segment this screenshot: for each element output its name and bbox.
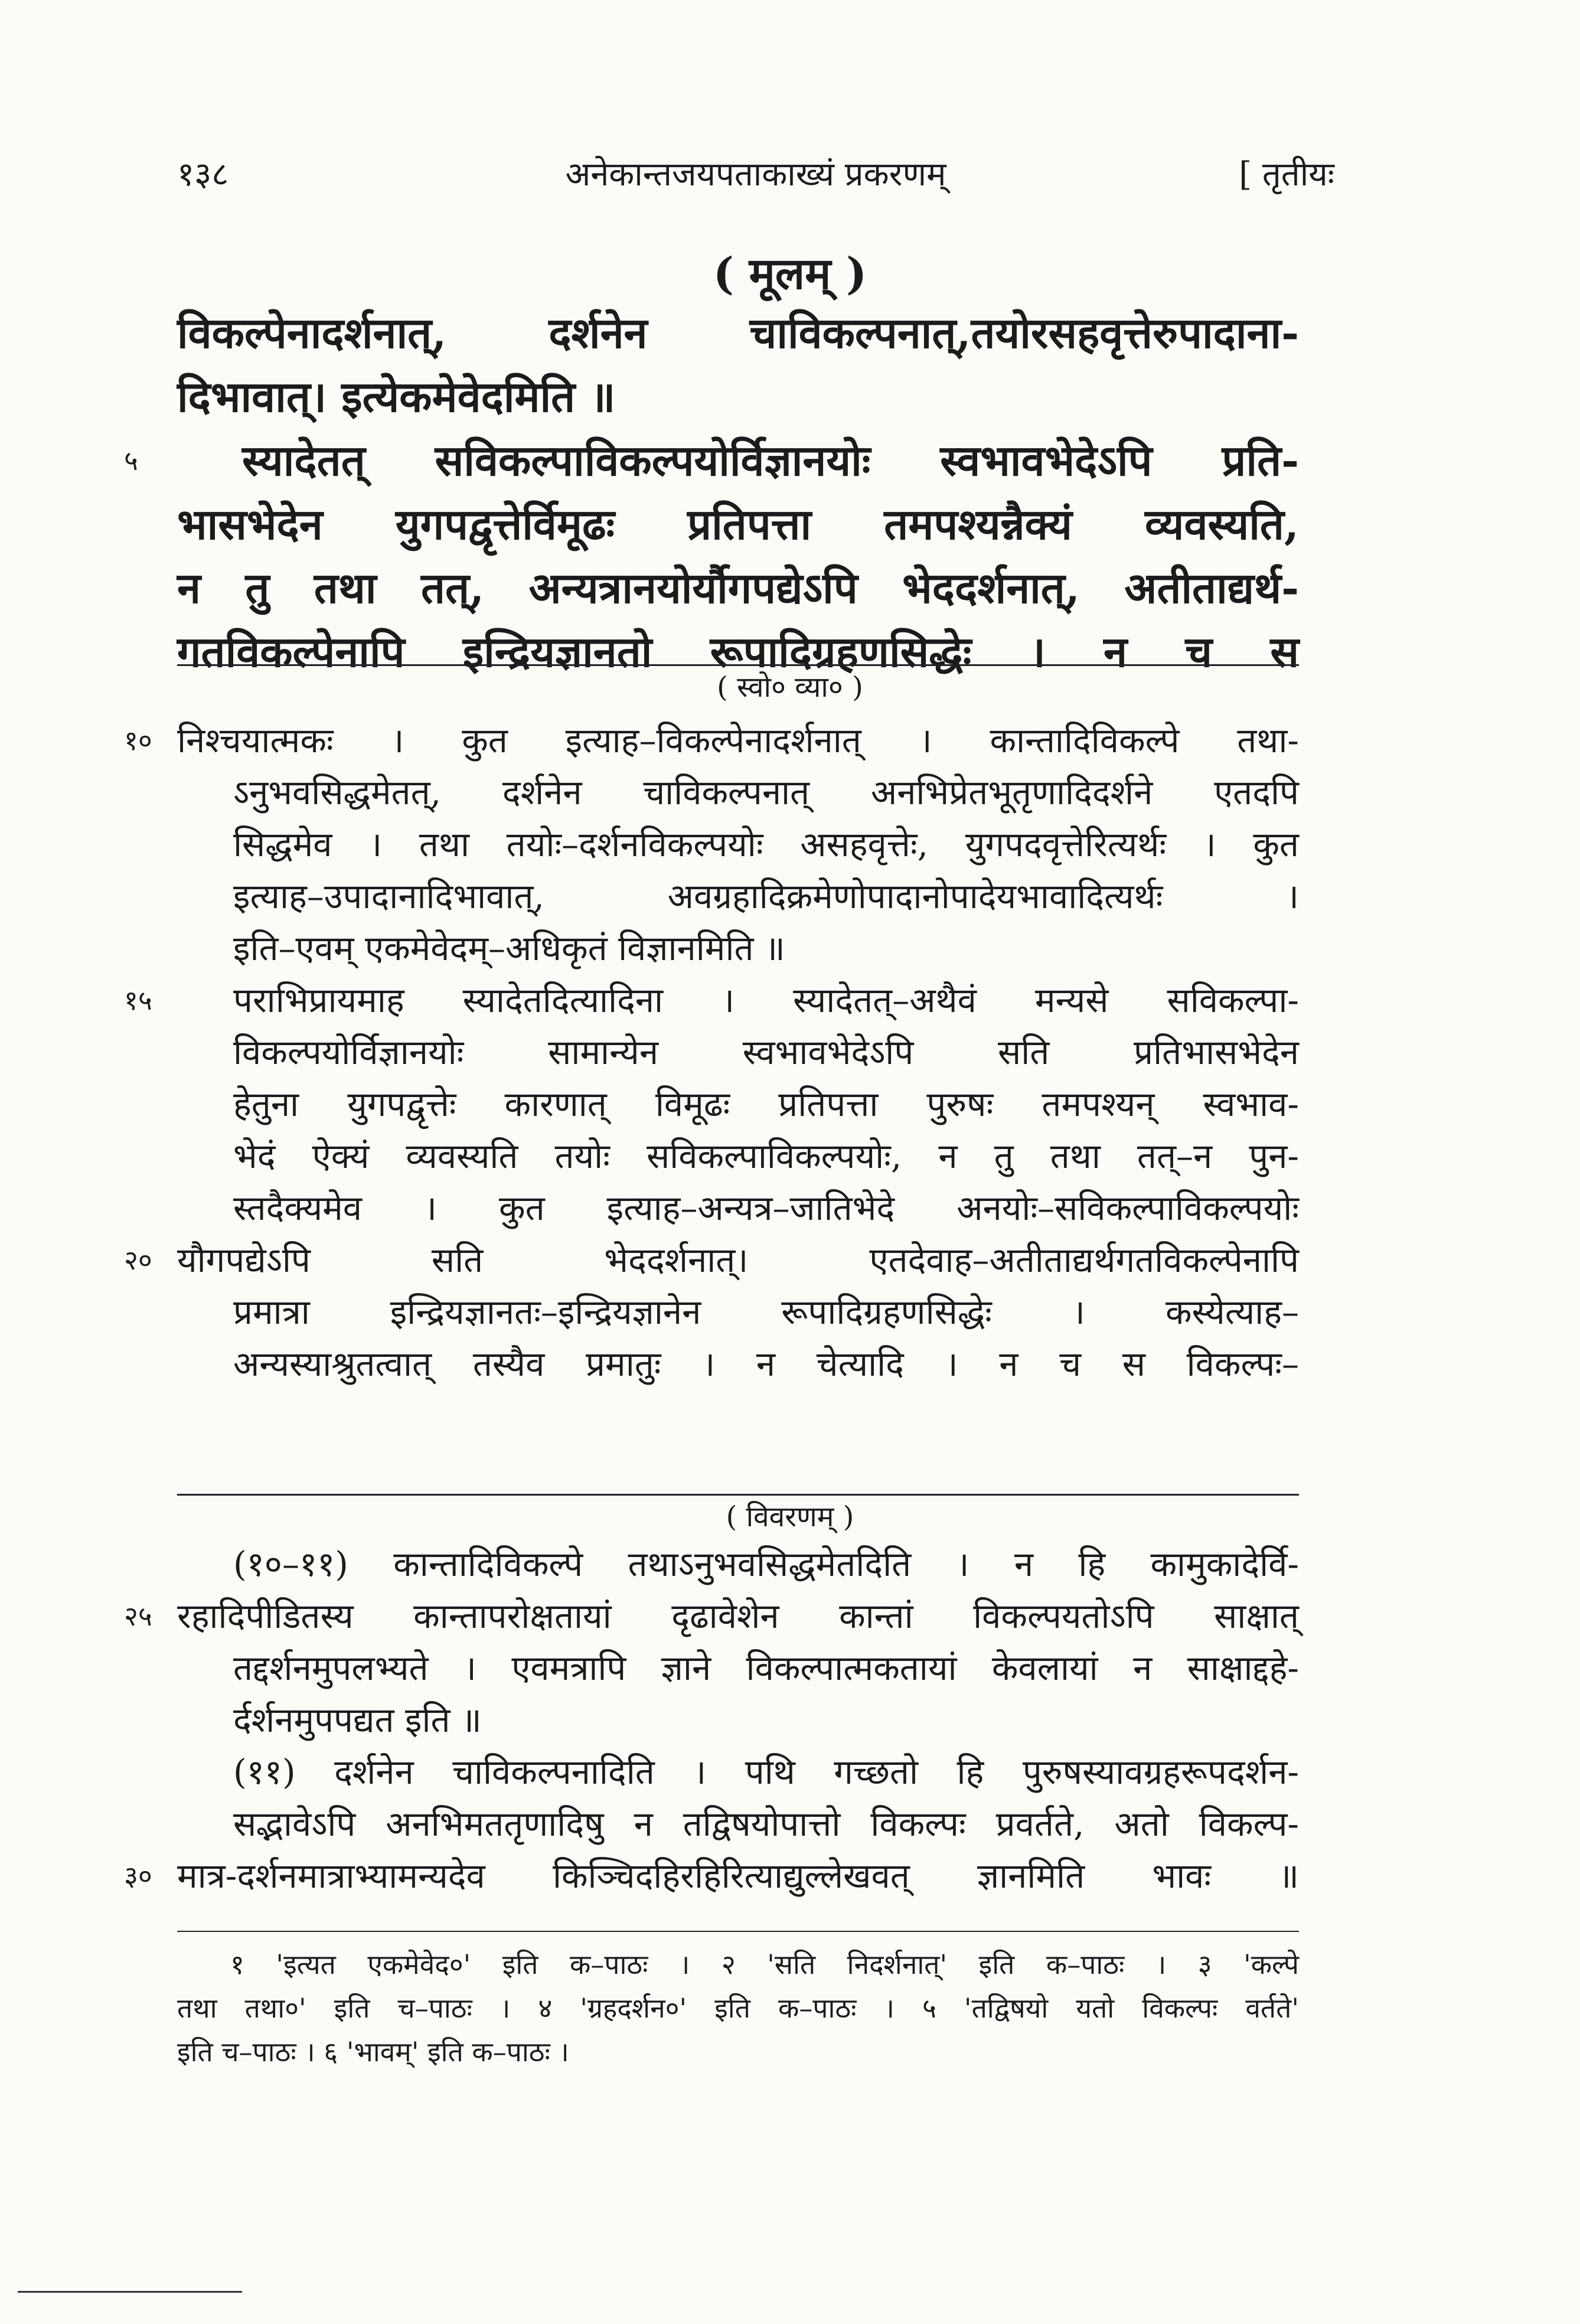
- text-line: हेतुना युगपद्वृत्तेः कारणात् विमूढः प्रतिपत्ता पुरुषः तमपश्यन् स्वभाव-: [233, 1084, 1299, 1124]
- footnotes: [177, 1943, 1299, 2074]
- book-title: अनेकान्तजयपताकाख्यं प्रकरणम्: [565, 155, 946, 194]
- svopajna-heading: ( स्वो० व्या० ): [717, 671, 863, 704]
- text-line: विकल्पयोर्विज्ञानयोः सामान्येन स्वभावभेदेऽपि सति प्रतिभासभेदेन: [233, 1032, 1299, 1072]
- line-number: ५: [124, 445, 138, 476]
- text-line: १० निश्चयात्मकः । कुत इत्याह–विकल्पेनादर्शनात् । कान्तादिविकल्पे तथा-: [177, 714, 1299, 766]
- running-header: [177, 151, 1334, 198]
- text-line: ५ स्यादेतत् सविकल्पाविकल्पयोर्विज्ञानयोः स्वभावभेदेऽपि प्रति-: [177, 429, 1299, 492]
- text-line: ३० मात्र-दर्शनमात्राभ्यामन्यदेव किञ्चिदहिरहिरित्याद्युल्लेखवत् ज्ञानमिति भावः ॥: [177, 1850, 1299, 1902]
- text-line: इत्याह–उपादानादिभावात्, अवग्रहादिक्रमेणोपादानोपादेयभावादित्यर्थः ।: [233, 876, 1299, 916]
- section-divider: [177, 664, 1299, 666]
- text-line: १५ पराभिप्रायमाह स्यादेतदित्यादिना । स्यादेतत्–अथैवं मन्यसे सविकल्पा-: [177, 974, 1299, 1026]
- chapter-label: [ तृतीयः: [1239, 155, 1334, 194]
- vivaranam-commentary: [124, 1538, 1299, 1902]
- line-number: १०: [124, 724, 152, 756]
- text-line: र्दर्शनमुपपद्यत इति ॥: [233, 1700, 482, 1740]
- text-line: तद्दर्शनमुपलभ्यते । एवमत्रापि ज्ञाने विकल्पात्मकतायां केवलायां न साक्षाद्दहे-: [233, 1648, 1299, 1688]
- text-line: इति–एवम् एकमेवेदम्–अधिकृतं विज्ञानमिति ॥: [233, 928, 785, 968]
- text-line: अन्यस्याश्रुतत्वात् तस्यैव प्रमातुः । न चेत्यादि । न च स विकल्पः–: [233, 1344, 1299, 1384]
- line-number: १५: [124, 984, 152, 1016]
- text-line: गतविकल्पेनापि इन्द्रियज्ञानतो रूपादिग्रहणसिद्धेः । न च स: [177, 626, 1299, 677]
- text-line: विकल्पेनादर्शनात्, दर्शनेन चाविकल्पनात्,तयोरसहवृत्तेरुपादाना-: [177, 308, 1299, 358]
- text-line: २० यौगपद्येऽपि सति भेददर्शनात्। एतदेवाह–अतीताद्यर्थगतविकल्पेनापि: [177, 1234, 1299, 1286]
- mulam-text: [124, 301, 1299, 684]
- text-line: भेदं ऐक्यं व्यवस्यति तयोः सविकल्पाविकल्पयोः, न तु तथा तत्–न पुन-: [233, 1136, 1299, 1176]
- text-line: २५ रहादिपीडितस्य कान्तापरोक्षतायां दृढावेशेन कान्तां विकल्पयतोऽपि साक्षात्: [177, 1590, 1299, 1642]
- line-number: २०: [124, 1244, 152, 1276]
- text-line: ऽनुभवसिद्धमेतत्, दर्शनेन चाविकल्पनात् अनभिप्रेतभूतृणादिदर्शने एतदपि: [233, 772, 1299, 812]
- page-number: १३८: [177, 155, 229, 194]
- text-line: न तु तथा तत्, अन्यत्रानयोर्यौगपद्येऽपि भेददर्शनात्, अतीताद्यर्थ-: [177, 563, 1299, 613]
- text-line: भासभेदेन युगपद्वृत्तेर्विमूढः प्रतिपत्ता तमपश्यन्नैक्यं व्यवस्यति,: [177, 499, 1299, 549]
- footnote-line: तथा तथा०' इति च–पाठः । ४ 'ग्रहदर्शन०' इति क–पाठः । ५ 'तद्विषयो यतो विकल्पः वर्तते': [177, 1992, 1299, 2024]
- svopajna-commentary: [124, 714, 1299, 1390]
- section-divider: [177, 1494, 1299, 1496]
- footnote-line: इति च–पाठः । ६ 'भावम्' इति क–पाठः ।: [177, 2036, 569, 2068]
- text-line: सद्भावेऽपि अनभिमततृणादिषु न तद्विषयोपात्तो विकल्पः प्रवर्तते, अतो विकल्प-: [233, 1804, 1299, 1844]
- line-number: ३०: [124, 1860, 152, 1892]
- footnote-line: १ 'इत्यत एकमेवेद०' इति क–पाठः । २ 'सति निदर्शनात्' इति क–पाठः । ३ 'कल्पे: [230, 1948, 1299, 1980]
- line-number: २५: [124, 1600, 152, 1632]
- text-line: प्रमात्रा इन्द्रियज्ञानतः–इन्द्रियज्ञानेन रूपादिग्रहणसिद्धेः । कस्येत्याह–: [233, 1292, 1299, 1332]
- mulam-heading: ( मूलम् ): [713, 249, 867, 299]
- text-line: (१०–११) कान्तादिविकल्पे तथाऽनुभवसिद्धमेतदिति । न हि कामुकादेर्वि-: [233, 1544, 1299, 1584]
- footnote-divider: [177, 1931, 1299, 1932]
- page-edge-rule: [18, 2291, 242, 2293]
- text-line: स्तदैक्यमेव । कुत इत्याह–अन्यत्र–जातिभेदे अनयोः–सविकल्पाविकल्पयोः: [233, 1188, 1299, 1228]
- text-line: सिद्धमेव । तथा तयोः–दर्शनविकल्पयोः असहवृत्तेः, युगपदवृत्तेरित्यर्थः । कुत: [233, 824, 1299, 864]
- text-line: (११) दर्शनेन चाविकल्पनादिति । पथि गच्छतो हि पुरुषस्यावग्रहरूपदर्शन-: [233, 1752, 1299, 1792]
- vivaranam-heading: ( विवरणम् ): [726, 1500, 854, 1533]
- text-line: दिभावात्। इत्येकमेवेदमिति ॥: [177, 371, 616, 422]
